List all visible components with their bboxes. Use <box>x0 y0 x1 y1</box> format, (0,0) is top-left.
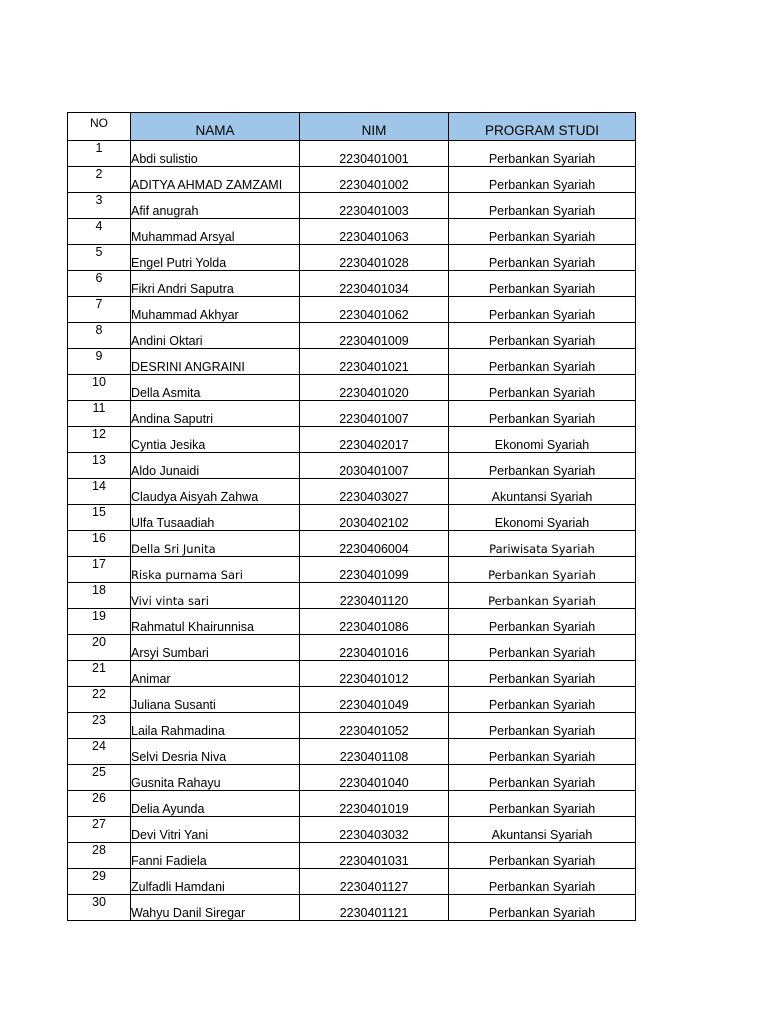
program-studi: Ekonomi Syariah <box>449 427 636 453</box>
table-row <box>68 193 636 219</box>
student-name: Engel Putri Yolda <box>131 245 300 271</box>
row-number: 22 <box>68 687 131 713</box>
header-no: NO <box>68 113 131 141</box>
student-nim: 2230401062 <box>300 297 449 323</box>
student-nim: 2030402102 <box>300 505 449 531</box>
row-number: 18 <box>68 583 131 609</box>
table-row <box>68 609 636 635</box>
row-number: 24 <box>68 739 131 765</box>
student-nim: 2230403027 <box>300 479 449 505</box>
table-row <box>68 375 636 401</box>
program-studi: Perbankan Syariah <box>449 557 636 583</box>
table-row <box>68 297 636 323</box>
row-number: 8 <box>68 323 131 349</box>
row-number: 4 <box>68 219 131 245</box>
table-row <box>68 349 636 375</box>
program-studi: Perbankan Syariah <box>449 245 636 271</box>
table-row <box>68 479 636 505</box>
program-studi: Ekonomi Syariah <box>449 505 636 531</box>
student-name: Aldo Junaidi <box>131 453 300 479</box>
row-number: 23 <box>68 713 131 739</box>
student-name: Animar <box>131 661 300 687</box>
student-nim: 2230401003 <box>300 193 449 219</box>
program-studi: Perbankan Syariah <box>449 791 636 817</box>
row-number: 17 <box>68 557 131 583</box>
table-row <box>68 661 636 687</box>
student-nim: 2230401034 <box>300 271 449 297</box>
student-nim: 2230401099 <box>300 557 449 583</box>
table-row <box>68 323 636 349</box>
row-number: 30 <box>68 895 131 921</box>
student-nim: 2230401127 <box>300 869 449 895</box>
student-name: Riska purnama Sari <box>131 557 300 583</box>
program-studi: Perbankan Syariah <box>449 843 636 869</box>
student-name: Fikri Andri Saputra <box>131 271 300 297</box>
table-row <box>68 635 636 661</box>
student-name: Zulfadli Hamdani <box>131 869 300 895</box>
student-name: ADITYA AHMAD ZAMZAMI <box>131 167 300 193</box>
student-name: Andina Saputri <box>131 401 300 427</box>
program-studi: Akuntansi Syariah <box>449 817 636 843</box>
table-row <box>68 219 636 245</box>
student-nim: 2230401049 <box>300 687 449 713</box>
program-studi: Perbankan Syariah <box>449 323 636 349</box>
student-name: Muhammad Akhyar <box>131 297 300 323</box>
row-number: 25 <box>68 765 131 791</box>
row-number: 1 <box>68 141 131 167</box>
student-name: Vivi vinta sari <box>131 583 300 609</box>
program-studi: Perbankan Syariah <box>449 219 636 245</box>
row-number: 26 <box>68 791 131 817</box>
program-studi: Perbankan Syariah <box>449 271 636 297</box>
program-studi: Perbankan Syariah <box>449 297 636 323</box>
table-row <box>68 739 636 765</box>
header-program-studi: PROGRAM STUDI <box>449 113 636 141</box>
student-name: Laila Rahmadina <box>131 713 300 739</box>
student-nim: 2230401086 <box>300 609 449 635</box>
table-row <box>68 531 636 557</box>
student-name: Selvi Desria Niva <box>131 739 300 765</box>
table-row <box>68 817 636 843</box>
table-header-row <box>68 113 636 141</box>
table-row <box>68 427 636 453</box>
student-name: Arsyi Sumbari <box>131 635 300 661</box>
student-table <box>67 112 636 921</box>
table-row <box>68 583 636 609</box>
student-nim: 2230401052 <box>300 713 449 739</box>
student-name: Ulfa Tusaadiah <box>131 505 300 531</box>
program-studi: Akuntansi Syariah <box>449 479 636 505</box>
program-studi: Perbankan Syariah <box>449 583 636 609</box>
student-nim: 2230406004 <box>300 531 449 557</box>
row-number: 15 <box>68 505 131 531</box>
program-studi: Pariwisata Syariah <box>449 531 636 557</box>
program-studi: Perbankan Syariah <box>449 349 636 375</box>
program-studi: Perbankan Syariah <box>449 635 636 661</box>
student-nim: 2230401007 <box>300 401 449 427</box>
student-name: Juliana Susanti <box>131 687 300 713</box>
table-row <box>68 271 636 297</box>
student-nim: 2030401007 <box>300 453 449 479</box>
student-name: Wahyu Danil Siregar <box>131 895 300 921</box>
student-nim: 2230401009 <box>300 323 449 349</box>
student-name: Afif anugrah <box>131 193 300 219</box>
row-number: 6 <box>68 271 131 297</box>
table-row <box>68 141 636 167</box>
student-name: Delia Ayunda <box>131 791 300 817</box>
row-number: 28 <box>68 843 131 869</box>
program-studi: Perbankan Syariah <box>449 401 636 427</box>
student-name: DESRINI ANGRAINI <box>131 349 300 375</box>
student-name: Della Asmita <box>131 375 300 401</box>
row-number: 16 <box>68 531 131 557</box>
table-row <box>68 791 636 817</box>
student-nim: 2230401108 <box>300 739 449 765</box>
table-row <box>68 505 636 531</box>
student-nim: 2230401002 <box>300 167 449 193</box>
row-number: 19 <box>68 609 131 635</box>
student-nim: 2230401012 <box>300 661 449 687</box>
table-body <box>68 141 636 921</box>
header-nim: NIM <box>300 113 449 141</box>
row-number: 3 <box>68 193 131 219</box>
row-number: 12 <box>68 427 131 453</box>
program-studi: Perbankan Syariah <box>449 453 636 479</box>
student-nim: 2230401040 <box>300 765 449 791</box>
program-studi: Perbankan Syariah <box>449 661 636 687</box>
student-nim: 2230401031 <box>300 843 449 869</box>
table-row <box>68 713 636 739</box>
student-nim: 2230401001 <box>300 141 449 167</box>
student-nim: 2230402017 <box>300 427 449 453</box>
table-row <box>68 843 636 869</box>
student-name: Gusnita Rahayu <box>131 765 300 791</box>
student-nim: 2230401016 <box>300 635 449 661</box>
header-nama: NAMA <box>131 113 300 141</box>
student-nim: 2230401019 <box>300 791 449 817</box>
student-name: Claudya Aisyah Zahwa <box>131 479 300 505</box>
row-number: 29 <box>68 869 131 895</box>
student-nim: 2230401120 <box>300 583 449 609</box>
row-number: 21 <box>68 661 131 687</box>
table-row <box>68 687 636 713</box>
program-studi: Perbankan Syariah <box>449 687 636 713</box>
student-name: Devi Vitri Yani <box>131 817 300 843</box>
table-row <box>68 167 636 193</box>
row-number: 20 <box>68 635 131 661</box>
student-nim: 2230401021 <box>300 349 449 375</box>
program-studi: Perbankan Syariah <box>449 375 636 401</box>
row-number: 5 <box>68 245 131 271</box>
student-nim: 2230401020 <box>300 375 449 401</box>
program-studi: Perbankan Syariah <box>449 869 636 895</box>
row-number: 7 <box>68 297 131 323</box>
student-nim: 2230401028 <box>300 245 449 271</box>
program-studi: Perbankan Syariah <box>449 895 636 921</box>
student-name: Andini Oktari <box>131 323 300 349</box>
table-row <box>68 895 636 921</box>
row-number: 11 <box>68 401 131 427</box>
student-nim: 2230401121 <box>300 895 449 921</box>
student-name: Della Sri Junita <box>131 531 300 557</box>
student-name: Abdi sulistio <box>131 141 300 167</box>
student-name: Muhammad Arsyal <box>131 219 300 245</box>
row-number: 10 <box>68 375 131 401</box>
student-name: Rahmatul Khairunnisa <box>131 609 300 635</box>
program-studi: Perbankan Syariah <box>449 141 636 167</box>
program-studi: Perbankan Syariah <box>449 765 636 791</box>
student-nim: 2230401063 <box>300 219 449 245</box>
student-name: Cyntia Jesika <box>131 427 300 453</box>
table-row <box>68 557 636 583</box>
table-row <box>68 765 636 791</box>
program-studi: Perbankan Syariah <box>449 739 636 765</box>
table-row <box>68 869 636 895</box>
program-studi: Perbankan Syariah <box>449 609 636 635</box>
student-name: Fanni Fadiela <box>131 843 300 869</box>
row-number: 27 <box>68 817 131 843</box>
program-studi: Perbankan Syariah <box>449 167 636 193</box>
row-number: 13 <box>68 453 131 479</box>
program-studi: Perbankan Syariah <box>449 713 636 739</box>
program-studi: Perbankan Syariah <box>449 193 636 219</box>
student-nim: 2230403032 <box>300 817 449 843</box>
table-row <box>68 453 636 479</box>
row-number: 9 <box>68 349 131 375</box>
row-number: 2 <box>68 167 131 193</box>
table-row <box>68 401 636 427</box>
row-number: 14 <box>68 479 131 505</box>
table-row <box>68 245 636 271</box>
